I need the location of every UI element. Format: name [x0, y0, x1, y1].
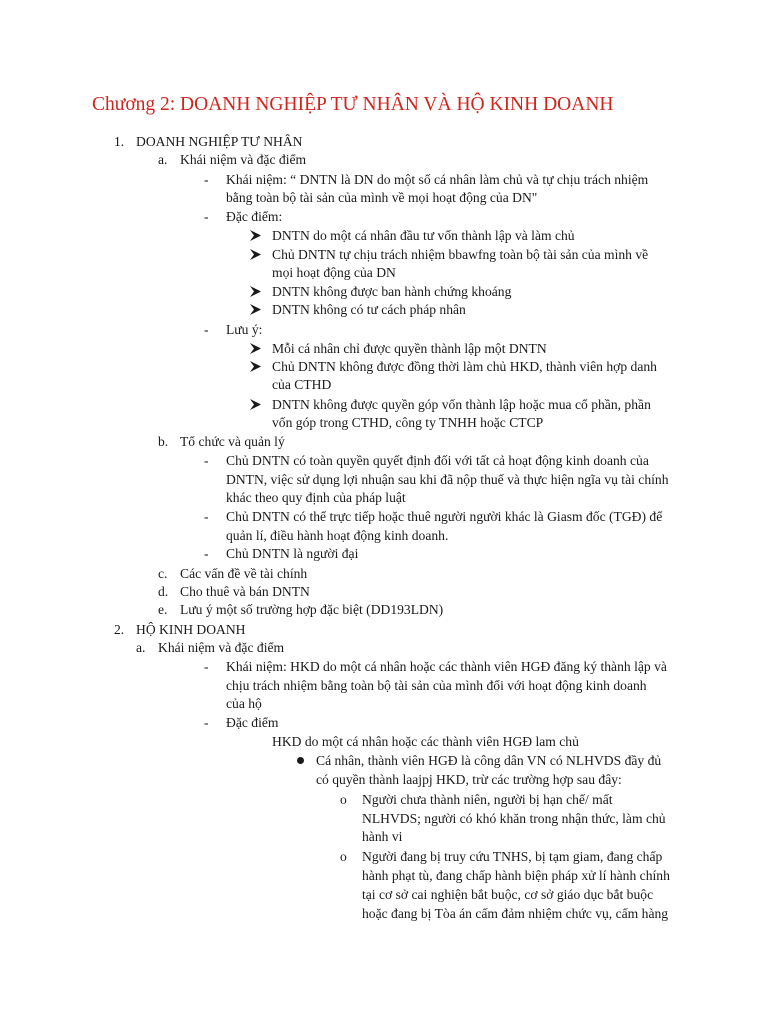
- subsection-concept: Khái niệm và đặc điểm: [180, 152, 307, 167]
- arrow-bullet-icon: [250, 301, 263, 319]
- feature-item: mọi hoạt động của DN: [272, 265, 396, 280]
- note-item: của CTHD: [272, 377, 332, 392]
- list-letter: a.: [158, 152, 168, 167]
- dash-marker: -: [204, 509, 209, 524]
- exception-item: hoặc đang bị Tòa án cấm đảm nhiệm chức vụ, cấm hàng: [362, 906, 669, 921]
- definition-line: Khái niệm: HKD do một cá nhân hoặc các thành viên HGĐ đăng ký thành lập và: [226, 659, 667, 674]
- arrow-bullet-icon: [250, 340, 263, 358]
- subsection-lease-sale: Cho thuê và bán DNTN: [180, 584, 310, 599]
- list-letter: e.: [158, 602, 168, 617]
- subsection-organization: Tổ chức và quản lý: [180, 434, 285, 449]
- list-letter: c.: [158, 566, 168, 581]
- organization-item: quản lí, điều hành hoạt động kinh doanh.: [226, 528, 449, 543]
- exception-item: hành vi: [362, 829, 403, 844]
- definition-line: chịu trách nhiệm bằng toàn bộ tài sản của mình đối với hoạt động kinh doanh: [226, 678, 647, 693]
- definition-line: bằng toàn bộ tài sản của mình về mọi hoạt động của DN": [226, 190, 538, 205]
- bullet-item: có quyền thành laajpj HKD, trừ các trường hợp sau đây:: [316, 772, 622, 787]
- features-label: Đặc điểm:: [226, 209, 283, 224]
- circle-marker: o: [340, 849, 347, 864]
- section-heading-household-business: HỘ KINH DOANH: [136, 622, 246, 637]
- subsection-special-cases: Lưu ý một số trường hợp đặc biệt (DD193LDN): [180, 602, 444, 617]
- note-item: Chủ DNTN không được đồng thời làm chủ HKD, thành viên hợp danh: [272, 359, 657, 374]
- section-heading-private-enterprise: DOANH NGHIỆP TƯ NHÂN: [136, 134, 303, 149]
- dash-marker: -: [204, 546, 209, 561]
- organization-item: DNTN, việc sử dụng lợi nhuận sau khi đã nộp thuế và thực hiện ngĩa vụ tài chính: [226, 472, 669, 487]
- exception-item: Người đang bị truy cứu TNHS, bị tạm giam, đang chấp: [362, 849, 663, 864]
- exception-item: hành phạt tù, đang chấp hành biện pháp xử lí hành chính: [362, 868, 670, 883]
- dash-marker: -: [204, 453, 209, 468]
- organization-item: khác theo quy định của pháp luật: [226, 490, 406, 505]
- feature-item: Chủ DNTN tự chịu trách nhiệm bbawfng toàn bộ tài sản của mình về: [272, 247, 649, 262]
- exception-item: tại cơ sở cai nghiện bắt buộc, cơ sở giáo dục bắt buộc: [362, 887, 654, 902]
- list-number: 1.: [114, 134, 125, 149]
- dash-marker: -: [204, 209, 209, 224]
- exception-item: Người chưa thành niên, người bị hạn chế/ mất: [362, 792, 613, 807]
- note-label: Lưu ý:: [226, 322, 263, 337]
- organization-item: Chủ DNTN là người đại: [226, 546, 359, 561]
- feature-item: DNTN không có tư cách pháp nhân: [272, 302, 466, 317]
- circle-marker: o: [340, 792, 347, 807]
- features-intro: HKD do một cá nhân hoặc các thành viên HGĐ lam chủ: [272, 734, 579, 749]
- definition-line: Khái niệm: “ DNTN là DN do một số cá nhân làm chủ và tự chịu trách nhiệm: [226, 172, 649, 187]
- bullet-item: Cá nhân, thành viên HGĐ là công dân VN có NLHVDS đầy đủ: [316, 753, 662, 768]
- bullet-dot-icon: [297, 757, 304, 764]
- dash-marker: -: [204, 659, 209, 674]
- list-letter: d.: [158, 584, 169, 599]
- feature-item: DNTN do một cá nhân đầu tư vốn thành lập và làm chủ: [272, 228, 575, 243]
- organization-item: Chủ DNTN có toàn quyền quyết định đối với tất cả hoạt động kinh doanh của: [226, 453, 649, 468]
- list-letter: a.: [136, 640, 146, 655]
- list-number: 2.: [114, 622, 125, 637]
- organization-item: Chủ DNTN có thể trực tiếp hoặc thuê người người khác là Giasm đốc (TGĐ) để: [226, 509, 663, 524]
- arrow-bullet-icon: [250, 283, 263, 301]
- note-item: vốn góp trong CTHD, công ty TNHH hoặc CTCP: [272, 415, 544, 430]
- arrow-bullet-icon: [250, 396, 263, 414]
- arrow-bullet-icon: [250, 246, 263, 264]
- definition-line: của hộ: [226, 696, 262, 711]
- dash-marker: -: [204, 715, 209, 730]
- feature-item: DNTN không được ban hành chứng khoáng: [272, 284, 512, 299]
- dash-marker: -: [204, 172, 209, 187]
- note-item: Mỗi cá nhân chỉ được quyền thành lập một DNTN: [272, 341, 547, 356]
- arrow-bullet-icon: [250, 358, 263, 376]
- features-label: Đặc điểm: [226, 715, 279, 730]
- arrow-bullet-icon: [250, 227, 263, 245]
- exception-item: NLHVDS; người có khó khăn trong nhận thức, làm chủ: [362, 811, 666, 826]
- subsection-concept: Khái niệm và đặc điểm: [158, 640, 285, 655]
- chapter-title: Chương 2: DOANH NGHIỆP TƯ NHÂN VÀ HỘ KINH DOANH: [92, 94, 614, 115]
- subsection-finance: Các vấn đề về tài chính: [180, 566, 308, 581]
- dash-marker: -: [204, 322, 209, 337]
- list-letter: b.: [158, 434, 169, 449]
- note-item: DNTN không được quyền góp vốn thành lập hoặc mua cổ phần, phần: [272, 397, 651, 412]
